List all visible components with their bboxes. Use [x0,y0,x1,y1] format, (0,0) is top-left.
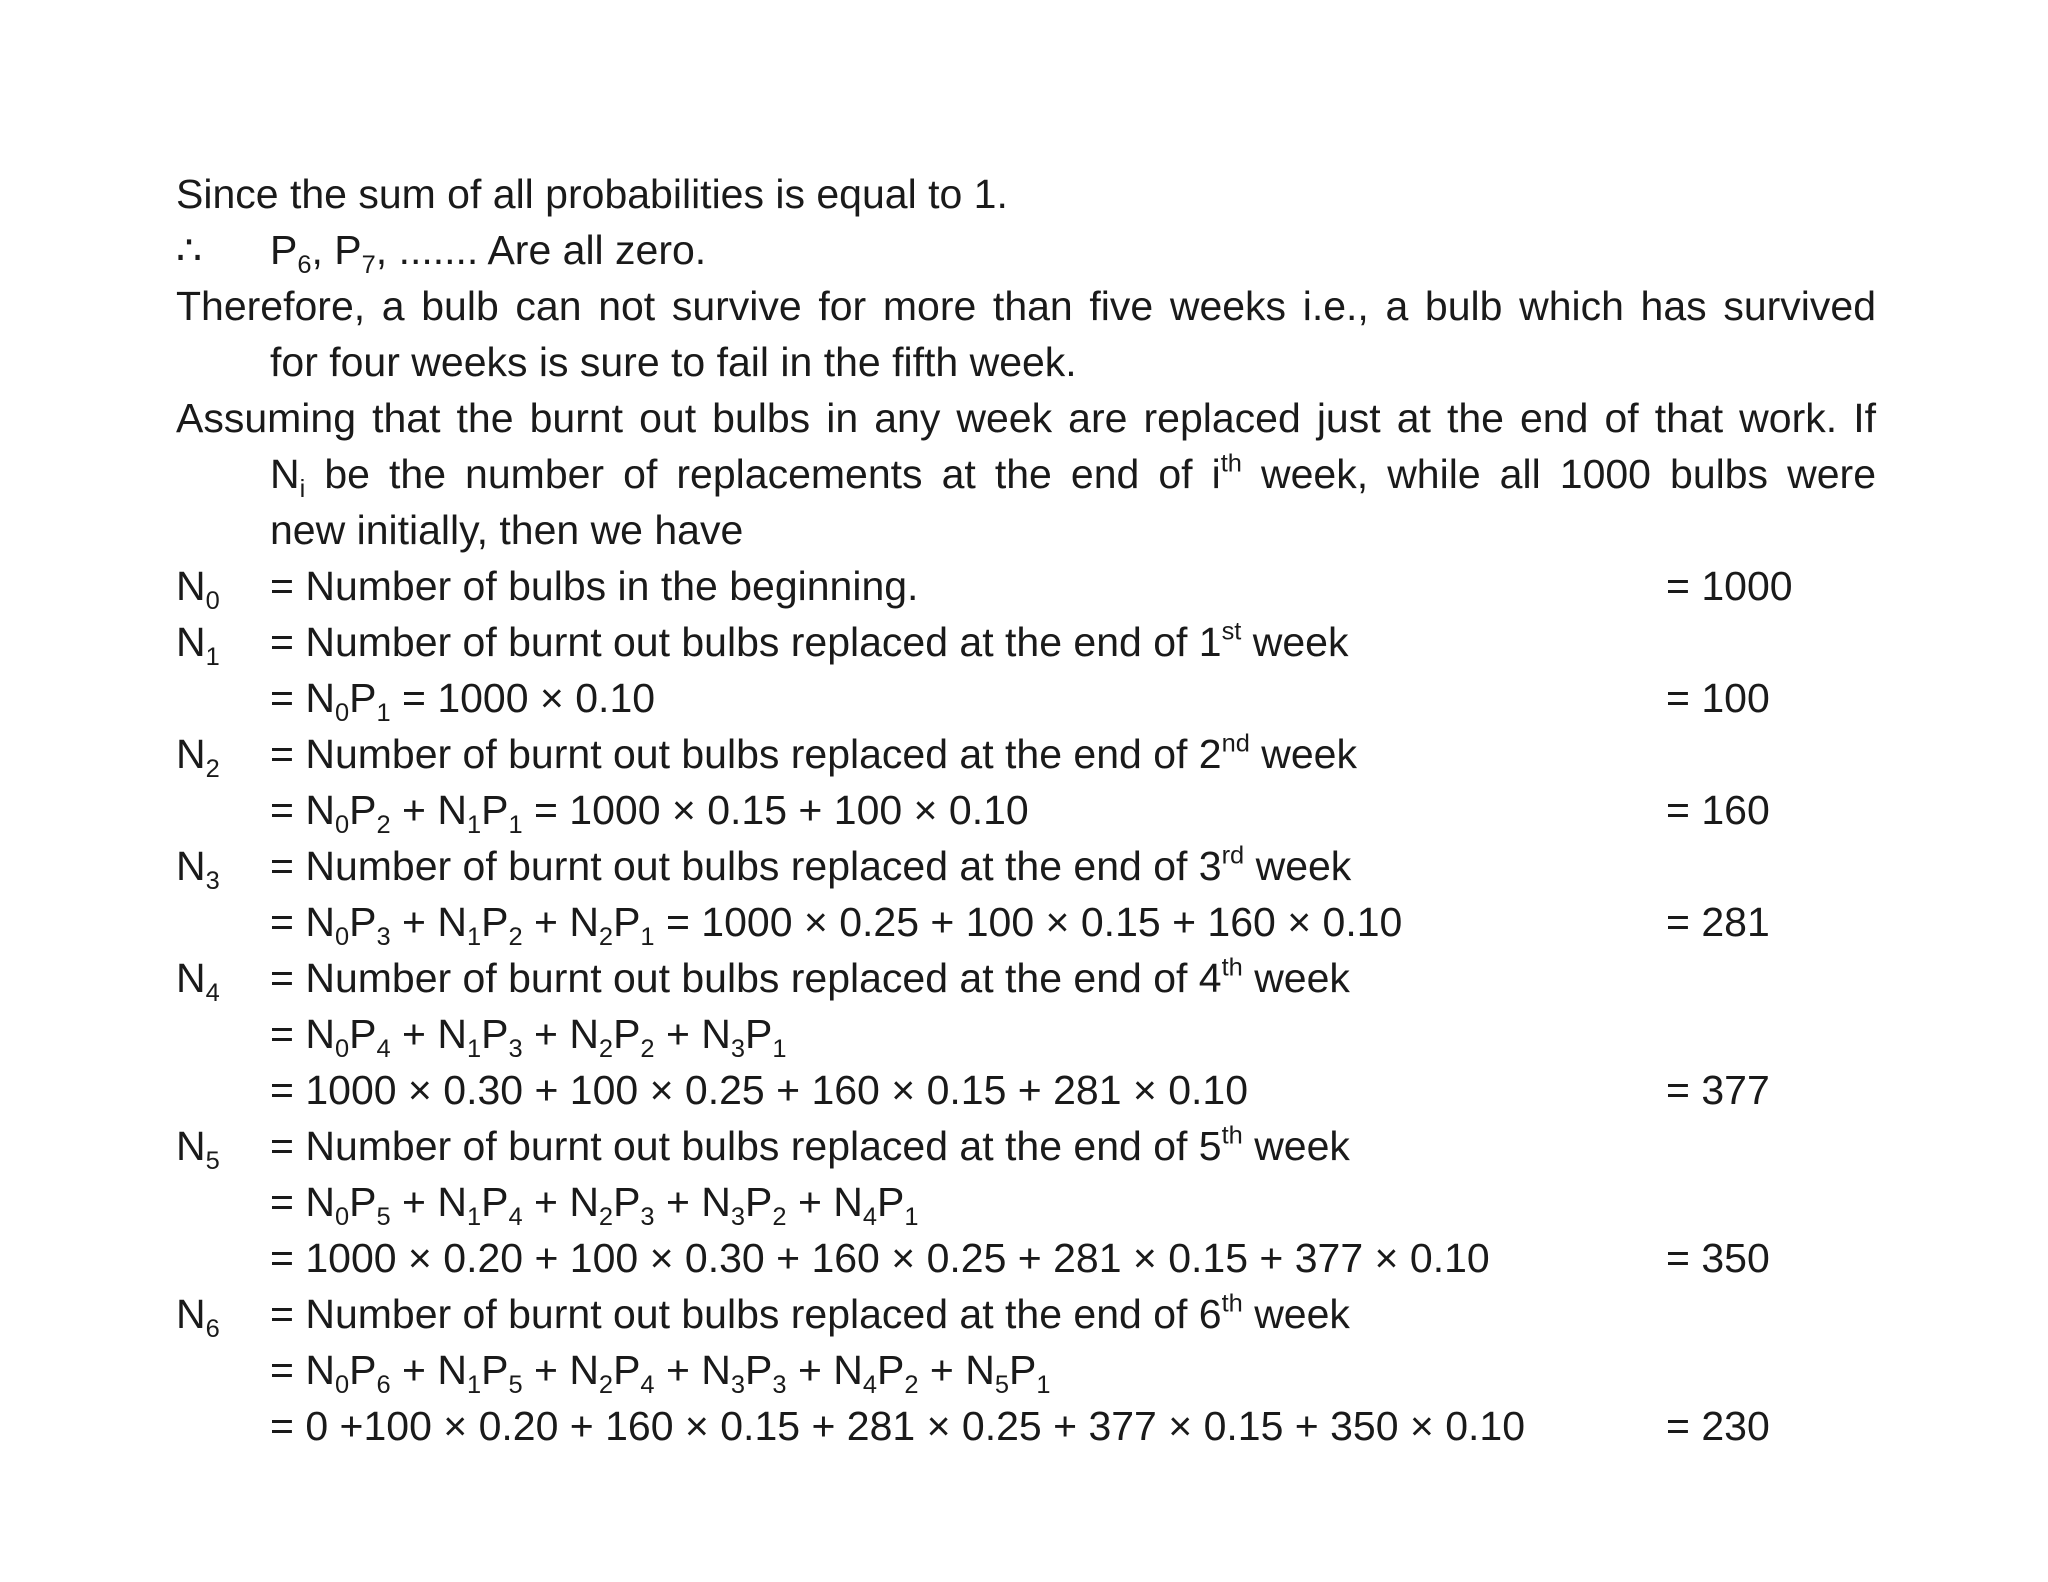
formula: = $N_0P_1 = 1000 \times 0.10$ [270,675,656,727]
formula-values: = 1000 × 0.30 + 100 × 0.25 + 160 × 0.15 + 281 × 0.10 [270,1067,1249,1113]
label-n2: $N_2$ [176,731,220,783]
desc-n5: = Number of burnt out bulbs replaced at the end of 5th week [270,1121,1350,1169]
row-n5 [176,1118,1876,1174]
formula: = $N_0P_5 + N_1P_4 + N_2P_3 + N_3P_2 + N_4P_1$ [270,1179,919,1231]
formula: = $N_0P_3 + N_1P_2 + N_2P_1 = 1000 \times 0.25 + 100 \times 0.15 + 160 \times 0.10$ [270,899,1403,951]
result-n2: = 160 [1666,787,1770,833]
result-n1: = 100 [1666,675,1770,721]
row-n2 [176,726,1876,782]
text: for four weeks is sure to fail in the fifth week. [270,339,1077,385]
label-n1: $N_1$ [176,619,220,671]
formula: = $N_0P_6 + N_1P_5 + N_2P_4 + N_3P_3 + N_4P_2 + N_5P_1$ [270,1347,1051,1399]
calc-n4-values [270,1062,1970,1118]
row-n4 [176,950,1876,1006]
calc-n6-formula [270,1342,1970,1398]
label-n0: $N_0$ [176,563,220,615]
text: Since the sum of all probabilities is equal to 1. [176,171,1008,217]
text-line-assuming [176,390,1876,446]
text-line-p6-p7-zero [176,222,1876,278]
calc-n4-formula [270,1006,1970,1062]
calc-n5-values [270,1230,1970,1286]
text-line-sum-probabilities [176,166,1876,222]
label-n5: $N_5$ [176,1123,220,1175]
desc-n6: = Number of burnt out bulbs replaced at the end of 6th week [270,1289,1350,1337]
text: new initially, then we have [270,507,744,553]
text: Therefore, a bulb can not survive for more than five weeks i.e., a bulb which has survived [176,283,1876,329]
calc-n5-formula [270,1174,1970,1230]
text: $N_i$ be the number of replacements at the end of $i^{th}$ week, while all 1000 bulbs were [270,449,1876,503]
result-n0: = 1000 [1666,563,1793,609]
row-n6 [176,1286,1876,1342]
calc-n6-values [270,1398,1970,1454]
result-n3: = 281 [1666,899,1770,945]
formula: = $N_0P_2 + N_1P_1 = 1000 \times 0.15 + 100 \times 0.10$ [270,787,1029,839]
result-n5: = 350 [1666,1235,1770,1281]
text-line-new-initially [270,502,1970,558]
text: Assuming that the burnt out bulbs in any week are replaced just at the end of that work. If [176,395,1876,441]
row-n3 [176,838,1876,894]
result-n6: = 230 [1666,1403,1770,1449]
text-line-therefore-bulb [176,278,1876,334]
row-n0 [176,558,1876,614]
desc-n2: = Number of burnt out bulbs replaced at the end of 2nd week [270,729,1357,777]
formula: = $N_0P_4 + N_1P_3 + N_2P_2 + N_3P_1$ [270,1011,787,1063]
label-n6: $N_6$ [176,1291,220,1343]
formula-values: = 1000 × 0.20 + 100 × 0.30 + 160 × 0.25 + 281 × 0.15 + 377 × 0.10 [270,1235,1490,1281]
label-n4: $N_4$ [176,955,220,1007]
therefore-symbol: ∴ [176,227,203,273]
text-line-four-weeks [270,334,1970,390]
formula-values: = 0 +100 × 0.20 + 160 × 0.15 + 281 × 0.25 + 377 × 0.15 + 350 × 0.10 [270,1403,1526,1449]
p6-p7-text: $P_6$, $P_7$, ....... Are all zero. [270,227,707,279]
desc-n4: = Number of burnt out bulbs replaced at the end of 4th week [270,953,1350,1001]
result-n4: = 377 [1666,1067,1770,1113]
calc-n2 [270,782,1970,838]
calc-n1 [270,670,1970,726]
text-line-ni-replacements [270,446,1876,502]
label-n3: $N_3$ [176,843,220,895]
desc-n3: = Number of burnt out bulbs replaced at the end of 3rd week [270,841,1352,889]
desc-n0: = Number of bulbs in the beginning. [270,563,919,609]
row-n1 [176,614,1876,670]
calc-n3 [270,894,1970,950]
desc-n1: = Number of burnt out bulbs replaced at the end of 1st week [270,617,1349,665]
